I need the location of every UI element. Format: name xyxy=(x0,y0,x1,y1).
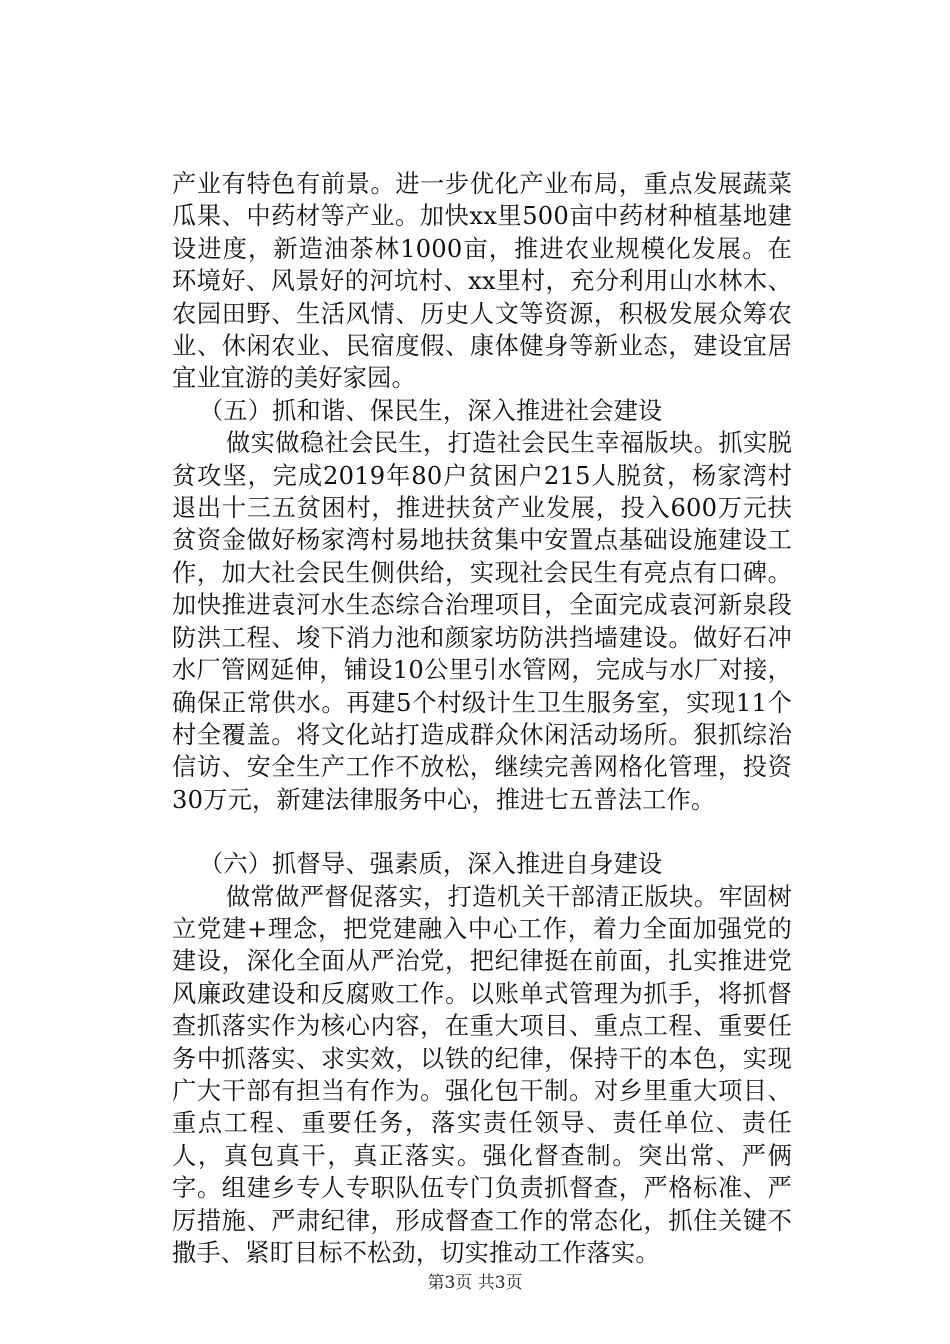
page-footer: 第3页 共3页 xyxy=(427,1273,523,1293)
document-body xyxy=(172,168,792,1269)
paragraph-self-construction: 做常做严督促落实，打造机关干部清正版块。牢固树立党建+理念，把党建融入中心工作，着力全面加强党的建设，深化全面从严治党，把纪律挺在前面，扎实推进党风廉政建设和反腐败工作。以账单式管理为抓手，将抓督查抓落实作为核心内容，在重大项目、重点工程、重要任务中抓落实、求实效，以铁的纪律，保持干的本色，实现广大干部有担当有作为。强化包干制。对乡里重大项目、重点工程、重要任务，落实责任领导、责任单位、责任人，真包真干，真正落实。强化督查制。突出常、严俩字。组建乡专人专职队伍专门负责抓督查，严格标准、严厉措施、严肃纪律，形成督查工作的常态化，抓住关键不撒手、紧盯目标不松劲，切实推动工作落实。 xyxy=(172,882,792,1267)
section-heading-six: （六）抓督导、强素质，深入推进自身建设 xyxy=(199,850,663,879)
paragraph-social-construction: 做实做稳社会民生，打造社会民生幸福版块。抓实脱贫攻坚，完成2019年80户贫困户215人脱贫，杨家湾村退出十三五贫困村，推进扶贫产业发展，投入600万元扶贫资金做好杨家湾村易地扶贫集中安置点基础设施建设工作，加大社会民生侧供给，实现社会民生有亮点有口碑。加快推进袁河水生态综合治理项目，全面完成袁河新泉段防洪工程、埈下消力池和颜家坊防洪挡墙建设。做好石冲水厂管网延伸，铺设10公里引水管网，完成与水厂对接，确保正常供水。再建5个村级计生卫生服务室，实现11个村全覆盖。将文化站打造成群众休闲活动场所。狠抓综治信访、安全生产工作不放松，继续完善网格化管理，投资30万元，新建法律服务中心，推进七五普法工作。 xyxy=(172,429,792,814)
paragraph-spacer xyxy=(172,816,792,848)
section-heading-five: （五）抓和谐、保民生，深入推进社会建设 xyxy=(199,396,663,425)
paragraph-continuation: 产业有特色有前景。进一步优化产业布局，重点发展蔬菜瓜果、中药材等产业。加快xx里500亩中药材种植基地建设进度，新造油茶林1000亩，推进农业规模化发展。在环境好、风景好的河坑村、xx里村，充分利用山水林木、农园田野、生活风情、历史人文等资源，积极发展众筹农业、休闲农业、民宿度假、康体健身等新业态，建设宜居宜业宜游的美好家园。 xyxy=(172,170,792,393)
